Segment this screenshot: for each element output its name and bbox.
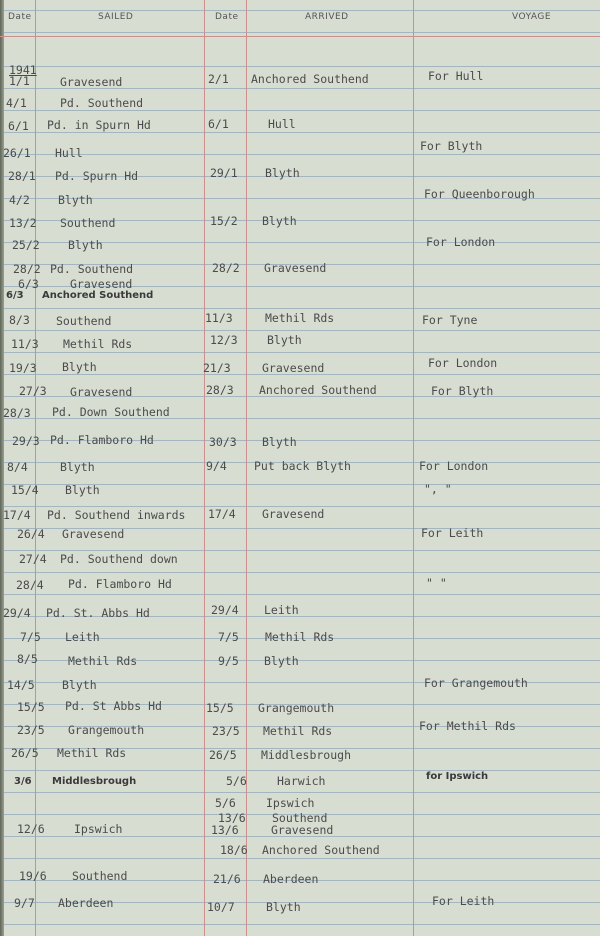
arrived-date: 9/4 [206,459,227,473]
header-date-arrived: Date [215,12,239,22]
arrived-place: Blyth [264,654,299,668]
arrived-date: 29/1 [210,166,238,180]
sailed-date: 17/4 [3,508,31,522]
sailed-date: 4/2 [9,193,30,207]
arrived-place: Gravesend [271,823,334,837]
sailed-date: 14/5 [7,678,35,692]
arrived-date: 18/6 [220,843,248,857]
sailed-date: 28/2 [13,262,41,276]
arrived-date: 6/1 [208,117,229,131]
arrived-place: Anchored Southend [251,72,369,86]
arrived-date: 21/6 [213,872,241,886]
page-edge [0,0,4,936]
sailed-place: Pd. St. Abbs Hd [46,606,150,620]
arrived-place: Blyth [266,900,301,914]
sailed-place: Methil Rds [57,746,127,760]
sailed-date: 26/4 [17,527,45,541]
sailed-place: Gravesend [70,277,133,291]
voyage: For Leith [421,526,484,540]
voyage: For Leith [432,894,495,908]
sailed-place: Hull [55,146,83,160]
sailed-date: 27/3 [19,384,47,398]
arrived-place: Methil Rds [263,724,333,738]
arrived-place: Methil Rds [265,630,335,644]
sailed-place: Anchored Southend [42,290,154,301]
voyage: For London [428,356,498,370]
arrived-place: Put back Blyth [254,459,351,473]
sailed-date: 15/5 [17,700,45,714]
voyage: For Queenborough [424,187,535,201]
voyage: " " [426,576,447,590]
sailed-date: 6/1 [8,119,29,133]
sailed-date: 23/5 [17,723,45,737]
arrived-place: Gravesend [262,361,325,375]
arrived-date: 12/3 [210,333,238,347]
header-rule [0,36,600,37]
arrived-place: Ipswich [266,796,315,810]
sailed-date: 29/4 [3,606,31,620]
sailed-place: Blyth [62,360,97,374]
voyage: For London [426,235,496,249]
voyage: ", " [424,482,452,496]
arrived-place: Harwich [277,774,326,788]
sailed-date: 19/3 [9,361,37,375]
sailed-date: 19/6 [19,869,47,883]
arrived-date: 30/3 [209,435,237,449]
sailed-date: 28/1 [8,169,36,183]
sailed-place: Pd. Southend down [60,552,178,566]
sailed-place: Pd. Down Southend [52,405,170,419]
sailed-date: 9/7 [14,896,35,910]
arrived-place: Blyth [262,214,297,228]
arrived-place: Grangemouth [258,701,335,715]
voyage: For Grangemouth [424,676,528,690]
sailed-date: 6/3 [18,277,39,291]
arrived-place: Gravesend [264,261,327,275]
arrived-place: Methil Rds [265,311,335,325]
sailed-date: 27/4 [19,552,47,566]
arrived-place: Leith [264,603,299,617]
sailed-place: Leith [65,630,100,644]
sailed-date: 15/4 [11,483,39,497]
sailed-place: Gravesend [60,75,123,89]
sailed-place: Aberdeen [58,896,114,910]
column-rule [204,0,205,936]
header-sailed: SAILED [98,12,134,22]
arrived-date: 15/5 [206,701,234,715]
sailed-date: 29/3 [12,434,40,448]
arrived-date: 5/6 [215,796,236,810]
sailed-date: 11/3 [11,337,39,351]
arrived-date: 21/3 [203,361,231,375]
column-rule [35,0,36,936]
arrived-date: 5/6 [226,774,247,788]
arrived-date: 7/5 [218,630,239,644]
sailed-place: Gravesend [70,385,133,399]
voyage: For Blyth [420,139,483,153]
sailed-place: Pd. Southend [50,262,134,276]
sailed-place: Methil Rds [63,337,133,351]
arrived-date: 10/7 [207,900,235,914]
arrived-date: 26/5 [209,748,237,762]
sailed-date: 28/4 [16,578,44,592]
sailed-place: Blyth [58,193,93,207]
header-arrived: ARRIVED [305,12,349,22]
header-voyage: VOYAGE [512,12,552,22]
column-rule [413,0,414,936]
arrived-date: 2/1 [208,72,229,86]
sailed-place: Pd. Flamboro Hd [68,577,172,591]
sailed-place: Pd. Spurn Hd [55,169,139,183]
arrived-place: Blyth [267,333,302,347]
arrived-date: 11/3 [205,311,233,325]
arrived-date: 13/6 [218,811,246,825]
arrived-place: Blyth [262,435,297,449]
sailed-place: Pd. Southend [60,96,144,110]
arrived-place: Anchored Southend [259,383,377,397]
column-rule [246,0,247,936]
sailed-place: Pd. St Abbs Hd [65,699,162,713]
arrived-date: 23/5 [212,724,240,738]
sailed-date: 26/5 [11,746,39,760]
sailed-date: 28/3 [3,406,31,420]
sailed-place: Gravesend [62,527,125,541]
sailed-date: 6/3 [6,290,24,301]
arrived-date: 28/2 [212,261,240,275]
arrived-place: Southend [272,811,328,825]
sailed-date: 4/1 [6,96,27,110]
sailed-place: Pd. Southend inwards [47,508,186,522]
sailed-place: Blyth [65,483,100,497]
arrived-place: Blyth [265,166,300,180]
sailed-place: Southend [56,314,112,328]
voyage: for Ipswich [426,771,489,782]
sailed-date: 12/6 [17,822,45,836]
sailed-date: 26/1 [3,146,31,160]
arrived-date: 15/2 [210,214,238,228]
sailed-place: Southend [72,869,128,883]
arrived-date: 17/4 [208,507,236,521]
header-date: Date [8,12,32,22]
arrived-date: 29/4 [211,603,239,617]
sailed-place: Blyth [68,238,103,252]
sailed-date: 3/6 [14,776,32,787]
arrived-place: Hull [268,117,296,131]
sailed-place: Middlesbrough [52,776,137,787]
sailed-date: 25/2 [12,238,40,252]
arrived-date: 13/6 [211,823,239,837]
sailed-place: Blyth [60,460,95,474]
sailed-place: Pd. Flamboro Hd [50,433,154,447]
arrived-place: Aberdeen [263,872,319,886]
sailed-date: 8/4 [7,460,28,474]
sailed-place: Grangemouth [68,723,145,737]
voyage: For Hull [428,69,484,83]
arrived-place: Middlesbrough [261,748,352,762]
sailed-place: Blyth [62,678,97,692]
sailed-place: Methil Rds [68,654,138,668]
sailed-date: 1/1 [9,74,30,88]
arrived-date: 28/3 [206,383,234,397]
sailed-date: 7/5 [20,630,41,644]
arrived-place: Gravesend [262,507,325,521]
sailed-date: 8/5 [17,652,38,666]
voyage: For Tyne [422,313,478,327]
sailed-place: Southend [60,216,116,230]
sailed-place: Ipswich [74,822,123,836]
voyage: For Blyth [431,384,494,398]
voyage: For Methil Rds [419,719,516,733]
sailed-place: Pd. in Spurn Hd [47,118,151,132]
arrived-place: Anchored Southend [262,843,380,857]
voyage: For London [419,459,489,473]
sailed-date: 13/2 [9,216,37,230]
sailed-date: 8/3 [9,313,30,327]
year-label: 1941 [9,63,37,77]
arrived-date: 9/5 [218,654,239,668]
